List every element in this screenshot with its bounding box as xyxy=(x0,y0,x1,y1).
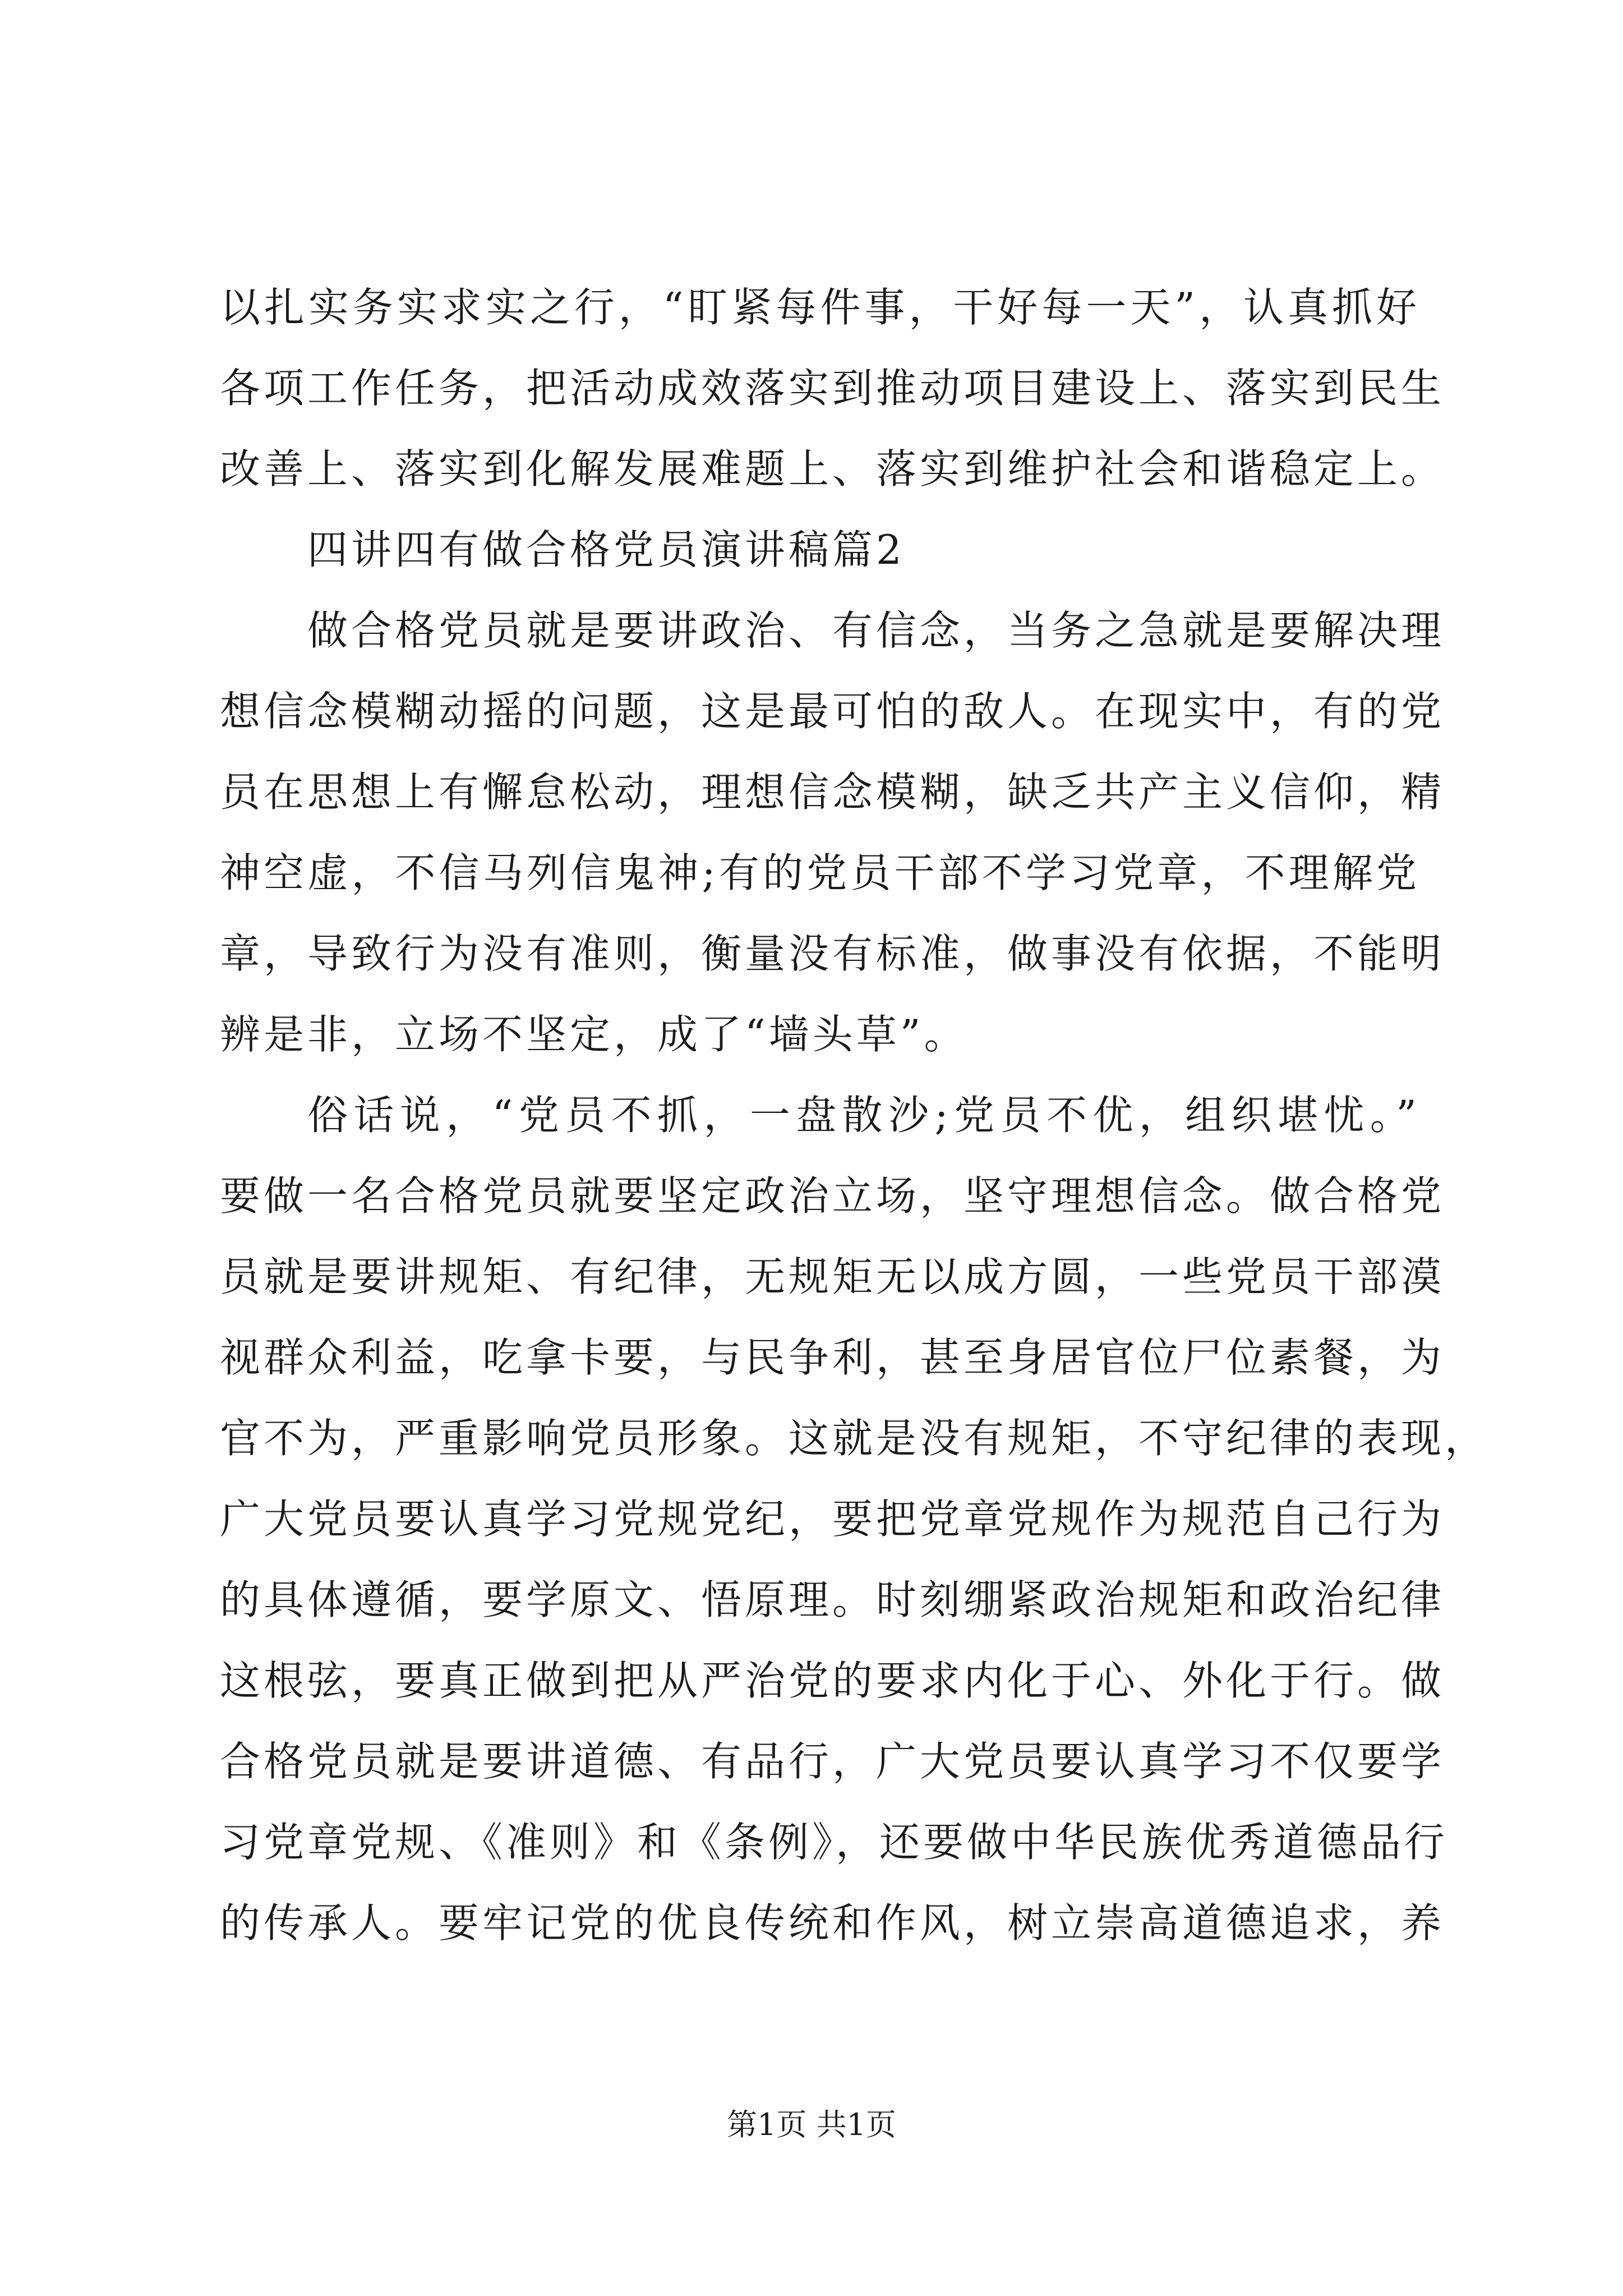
text-line: 以扎实务实求实之行，“盯紧每件事，干好每一天”，认真抓好 xyxy=(220,284,1420,331)
text-line: 做合格党员就是要讲政治、有信念，当务之急就是要解决理 xyxy=(307,607,1445,654)
text-line: 合格党员就是要讲道德、有品行，广大党员要认真学习不仅要学 xyxy=(220,1738,1445,1785)
text-line: 改善上、落实到化解发展难题上、落实到维护社会和谐稳定上。 xyxy=(220,445,1445,493)
text-line: 各项工作任务，把活动成效落实到推动项目建设上、落实到民生 xyxy=(220,365,1445,412)
text-line: 视群众利益，吃拿卡要，与民争利，甚至身居官位尸位素餐，为 xyxy=(220,1334,1445,1381)
page-footer xyxy=(0,2101,1623,2144)
text-line: 想信念模糊动摇的问题，这是最可怕的敌人。在现实中，有的党 xyxy=(220,688,1445,735)
text-line: 官不为，严重影响党员形象。这就是没有规矩，不守纪律的表现， xyxy=(220,1415,1489,1462)
text-line: 员就是要讲规矩、有纪律，无规矩无以成方圆，一些党员干部漠 xyxy=(220,1253,1445,1300)
text-line: 章，导致行为没有准则，衡量没有标准，做事没有依据，不能明 xyxy=(220,930,1445,977)
text-line: 辨是非，立场不坚定，成了“墙头草”。 xyxy=(220,1011,968,1058)
text-line: 的具体遵循，要学原文、悟原理。时刻绷紧政治规矩和政治纪律 xyxy=(220,1576,1445,1623)
section-heading: 四讲四有做合格党员演讲稿篇2 xyxy=(307,526,905,573)
text-line: 要做一名合格党员就要坚定政治立场，坚守理想信念。做合格党 xyxy=(220,1172,1445,1220)
text-line: 的传承人。要牢记党的优良传统和作风，树立崇高道德追求，养 xyxy=(220,1899,1445,1947)
text-line: 员在思想上有懈怠松动，理想信念模糊，缺乏共产主义信仰，精 xyxy=(220,769,1445,816)
document-body xyxy=(220,267,1489,1963)
text-line: 神空虚，不信马列信鬼神;有的党员干部不学习党章，不理解党 xyxy=(220,849,1420,896)
text-line: 广大党员要认真学习党规党纪，要把党章党规作为规范自己行为 xyxy=(220,1496,1445,1543)
page-number-label: 第1页 共1页 xyxy=(727,2107,896,2142)
text-line: 俗话说，“党员不抓，一盘散沙;党员不优，组织堪忧。” xyxy=(307,1092,1420,1139)
text-line: 这根弦，要真正做到把从严治党的要求内化于心、外化于行。做 xyxy=(220,1657,1445,1704)
text-line: 习党章党规、《准则》和《条例》，还要做中华民族优秀道德品行 xyxy=(220,1819,1449,1866)
